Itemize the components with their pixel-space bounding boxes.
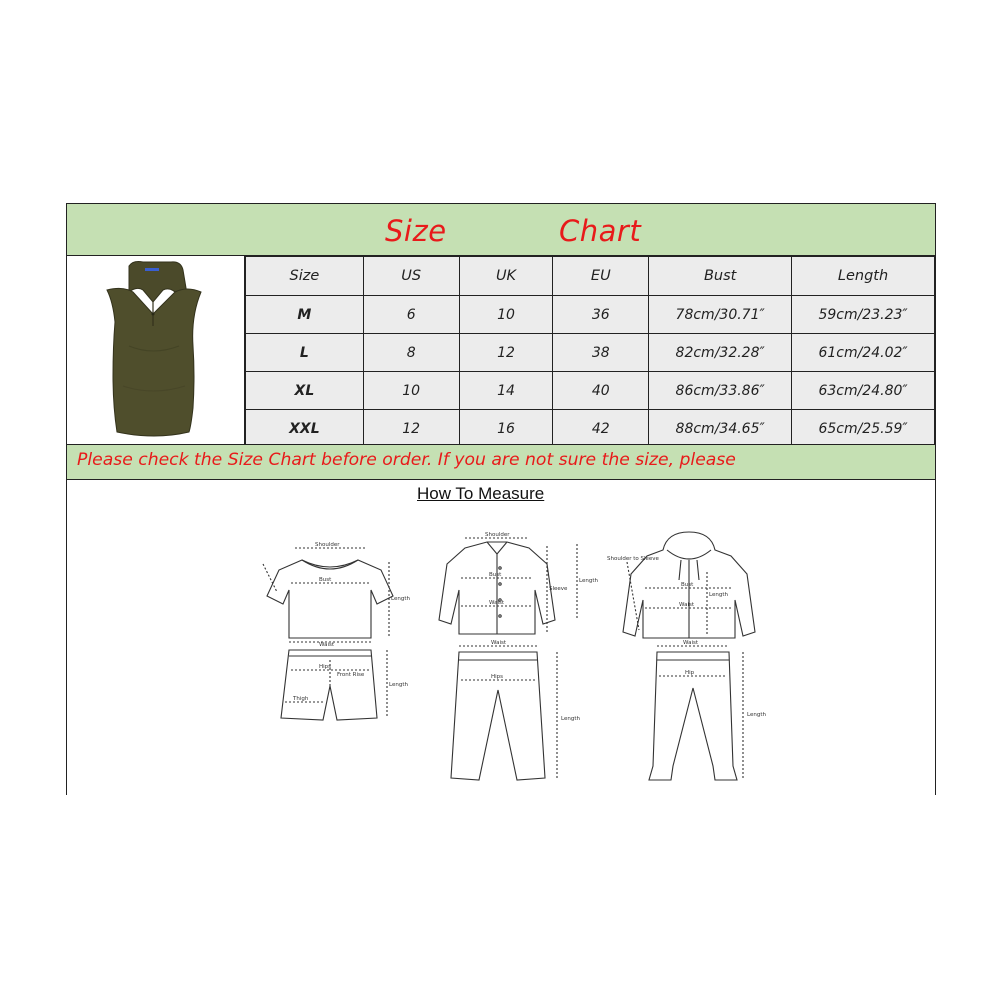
label-hips-pants: Hips — [491, 674, 504, 680]
label-sleeve-shirt: Sleeve — [549, 586, 568, 592]
bust-cell: 78cm/30.71″ — [649, 296, 792, 334]
tshirt-diagram — [263, 548, 393, 642]
table-row — [246, 334, 935, 372]
notice-band — [67, 444, 935, 480]
uk-cell: 16 — [459, 410, 553, 448]
header-bust: Bust — [649, 257, 792, 296]
label-waist-shorts: Waist — [319, 642, 335, 648]
title-band — [67, 204, 935, 256]
size-cell: M — [246, 296, 364, 334]
header-us: US — [363, 257, 459, 296]
title-chart: Chart — [559, 214, 642, 248]
bust-cell: 82cm/32.28″ — [649, 334, 792, 372]
label-bust-tshirt: Bust — [319, 577, 332, 583]
label-hips-shorts: Hips — [319, 664, 332, 670]
how-to-measure-title: How To Measure — [417, 484, 545, 503]
label-length-joggers: Length — [747, 712, 766, 718]
label-waist-joggers: Waist — [683, 640, 699, 646]
label-waist-hoodie: Waist — [679, 602, 695, 608]
label-bust-hoodie: Bust — [681, 582, 694, 588]
length-cell: 59cm/23.23″ — [792, 296, 935, 334]
us-cell: 12 — [363, 410, 459, 448]
length-cell: 63cm/24.80″ — [792, 372, 935, 410]
label-length-pants: Length — [561, 716, 580, 722]
us-cell: 10 — [363, 372, 459, 410]
label-shoulder-to-sleeve: Shoulder to Sleeve — [607, 556, 659, 562]
size-cell: XL — [246, 372, 364, 410]
hooded-vest-icon — [67, 256, 243, 442]
uk-cell: 12 — [459, 334, 553, 372]
label-front-rise: Front Rise — [337, 672, 365, 678]
label-hip-joggers: Hip — [685, 670, 695, 676]
header-size: Size — [246, 257, 364, 296]
joggers-diagram — [649, 646, 743, 780]
shorts-diagram — [281, 650, 387, 720]
bust-cell: 88cm/34.65″ — [649, 410, 792, 448]
how-to-measure-section — [67, 480, 935, 796]
label-waist-shirt: Waist — [489, 600, 505, 606]
product-image-cell — [67, 256, 245, 444]
label-thigh: Thigh — [293, 696, 309, 702]
size-cell: XXL — [246, 410, 364, 448]
uk-cell: 10 — [459, 296, 553, 334]
size-chart — [66, 203, 936, 795]
eu-cell: 40 — [553, 372, 649, 410]
label-length-tshirt: Length — [391, 596, 410, 602]
header-length: Length — [792, 257, 935, 296]
header-uk: UK — [459, 257, 553, 296]
eu-cell: 42 — [553, 410, 649, 448]
eu-cell: 36 — [553, 296, 649, 334]
pants-diagram — [451, 646, 557, 780]
table-row — [246, 296, 935, 334]
table-row — [246, 410, 935, 448]
title-size: Size — [385, 214, 447, 248]
table-header-row — [246, 257, 935, 296]
label-bust-shirt: Bust — [489, 572, 502, 578]
uk-cell: 14 — [459, 372, 553, 410]
length-cell: 65cm/25.59″ — [792, 410, 935, 448]
measure-diagrams — [67, 480, 935, 794]
table-row — [246, 372, 935, 410]
label-waist-pants: Waist — [491, 640, 507, 646]
label-shoulder-shirt: Shoulder — [485, 532, 510, 538]
size-table — [245, 256, 935, 448]
label-length-hoodie: Length — [709, 592, 728, 598]
notice-text: Please check the Size Chart before order. If you are not sure the size, please — [77, 450, 736, 470]
label-length-shorts: Length — [389, 682, 408, 688]
bust-cell: 86cm/33.86″ — [649, 372, 792, 410]
length-cell: 61cm/24.02″ — [792, 334, 935, 372]
header-eu: EU — [553, 257, 649, 296]
size-cell: L — [246, 334, 364, 372]
eu-cell: 38 — [553, 334, 649, 372]
us-cell: 6 — [363, 296, 459, 334]
label-length-shirt: Length — [579, 578, 598, 584]
us-cell: 8 — [363, 334, 459, 372]
label-shoulder-tshirt: Shoulder — [315, 542, 340, 548]
